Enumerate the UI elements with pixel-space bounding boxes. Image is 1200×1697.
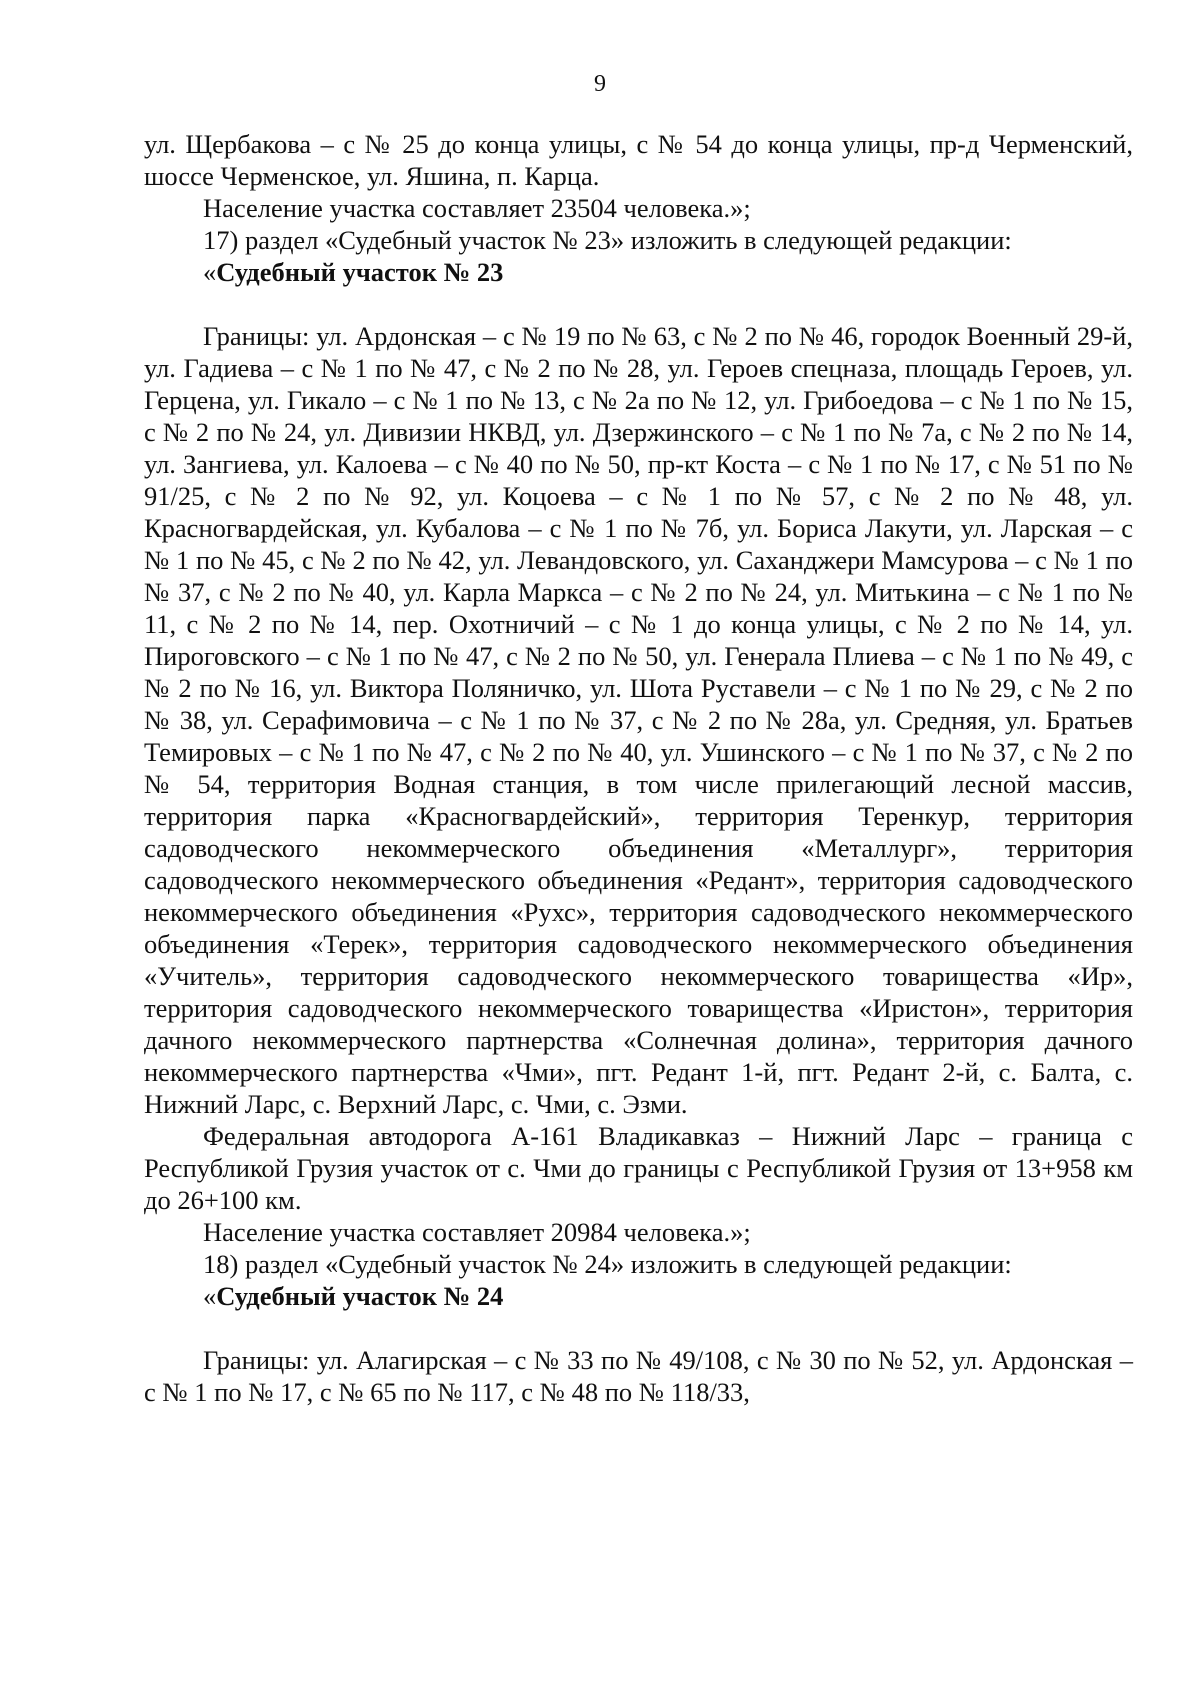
paragraph-item-18: 18) раздел «Судебный участок № 24» изложить в следующей редакции: (203, 1249, 1012, 1279)
spacer (144, 1312, 1133, 1344)
section-heading-23-text: Судебный участок № 23 (216, 257, 504, 287)
section-heading-24-text: Судебный участок № 24 (216, 1281, 504, 1311)
paragraph-highway: Федеральная автодорога А-161 Владикавказ – Нижний Ларс – граница с Республикой Грузия участок от с. Чми до границы с Республикой Грузия от 13+958 км до 26+100 км. (144, 1121, 1133, 1215)
paragraph-boundaries-23: Границы: ул. Ардонская – с № 19 по № 63, с № 2 по № 46, городок Военный 29-й, ул. Гадиева – с № 1 по № 47, с № 2 по № 28, ул. Героев спецназа, площадь Героев, ул. Герцена, ул. Гикало – с № 1 по № 13, с № 2а по № 12, ул. Грибоедова – с № 1 по № 15, с № 2 по № 24, ул. Дивизии НКВД, ул. Дзержинского – с № 1 по № 7а, с № 2 по № 14, ул. Зангиева, ул. Калоева – с № 40 по № 50, пр-кт Коста – с № 1 по № 17, с № 51 по № 91/25, с № 2 по № 92, ул. Коцоева – с № 1 по № 57, с № 2 по № 48, ул. Красногвардейская, ул. Кубалова – с № 1 по № 7б, ул. Бориса Лакути, ул. Ларская – с № 1 по № 45, с № 2 по № 42, ул. Левандовского, ул. Саханджери Мамсурова – с № 1 по № 37, с № 2 по № 40, ул. Карла Маркса – с № 2 по № 24, ул. Митькина – с № 1 по № 11, с № 2 по № 14, пер. Охотничий – с № 1 до конца улицы, с № 2 по № 14, ул. Пироговского – с № 1 по № 47, с № 2 по № 50, ул. Генерала Плиева – с № 1 по № 49, с № 2 по № 16, ул. Виктора Поляничко, ул. Шота Руставели – с № 1 по № 29, с № 2 по № 38, ул. Серафимовича – с № 1 по № 37, с № 2 по № 28а, ул. Средняя, ул. Братьев Темировых – с № 1 по № 47, с № 2 по № 40, ул. Ушинского – с № 1 по № 37, с № 2 по № 54, территория Водная станция, в том числе прилегающий лесной массив, территория парка «Красногвардейский», территория Теренкур, территория садоводческого некоммерческого объединения «Металлург», территория садоводческого некоммерческого объединения «Редант», территория садоводческого некоммерческого объединения «Рухс», территория садоводческого некоммерческого объединения «Терек», территория садоводческого некоммерческого объединения «Учитель», территория садоводческого некоммерческого товарищества «Ир», территория садоводческого некоммерческого товарищества «Иристон», территория дачного некоммерческого партнерства «Солнечная долина», территория дачного некоммерческого партнерства «Чми», пгт. Редант 1-й, пгт. Редант 2-й, с. Балта, с. Нижний Ларс, с. Верхний Ларс, с. Чми, с. Эзми. (144, 321, 1133, 1119)
spacer (144, 288, 1133, 320)
paragraph-boundaries-24: Границы: ул. Алагирская – с № 33 по № 49/108, с № 30 по № 52, ул. Ардонская – с № 1 по № 17, с № 65 по № 117, с № 48 по № 118/33, (144, 1345, 1133, 1407)
section-heading-24: «Судебный участок № 24 (203, 1281, 504, 1311)
section-heading-23: «Судебный участок № 23 (203, 257, 504, 287)
page-number: 9 (594, 71, 606, 97)
document-body (144, 128, 1133, 1408)
paragraph-item-17: 17) раздел «Судебный участок № 23» изложить в следующей редакции: (203, 225, 1012, 255)
paragraph-population-22: Население участка составляет 23504 человека.»; (203, 193, 751, 223)
paragraph-population-23: Население участка составляет 20984 человека.»; (203, 1217, 751, 1247)
paragraph-streets-continuation: ул. Щербакова – с № 25 до конца улицы, с № 54 до конца улицы, пр-д Черменский, шоссе Черменское, ул. Яшина, п. Карца. (144, 129, 1133, 191)
